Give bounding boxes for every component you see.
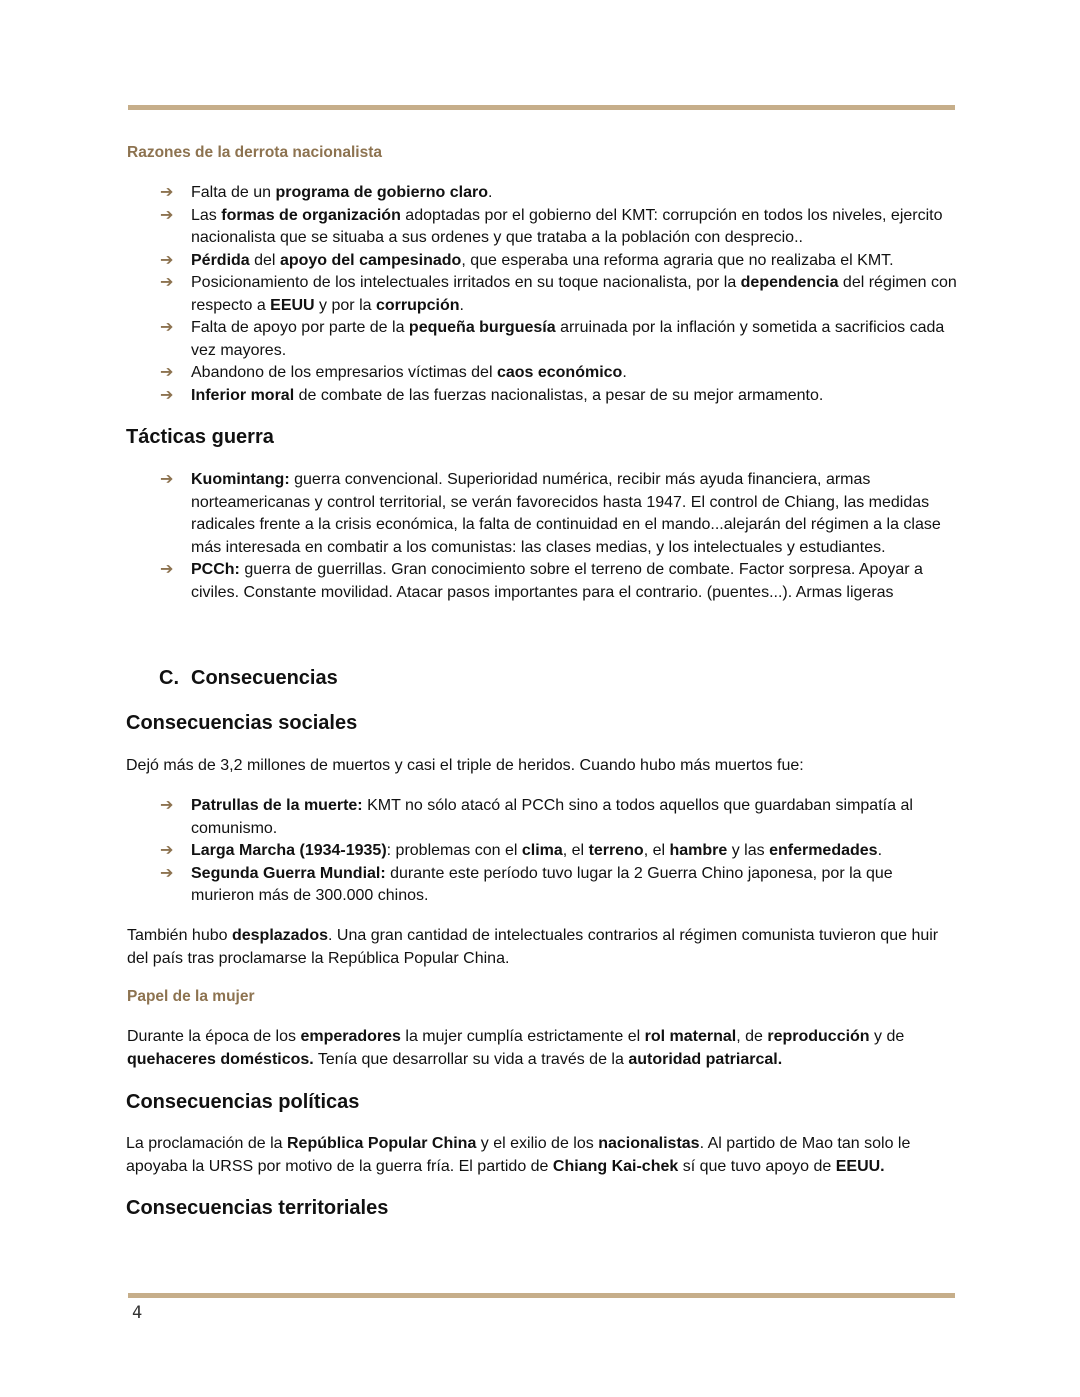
text-run: , que esperaba una reforma agraria que no realizaba el KMT.	[461, 251, 894, 269]
text-run: : problemas con el	[386, 842, 522, 859]
arrow-right-icon: ➔	[160, 797, 174, 814]
bold-text: autoridad patriarcal.	[628, 1050, 783, 1068]
text-run: .	[487, 184, 493, 201]
sociales-list	[158, 795, 958, 908]
text-run: sí que tuvo apoyo de	[678, 1157, 836, 1175]
text-run: La proclamación de la	[126, 1135, 287, 1152]
arrow-right-icon: ➔	[160, 386, 174, 404]
arrow-right-icon: ➔	[160, 864, 174, 882]
text-run: , el	[643, 842, 670, 859]
politicas-paragraph	[126, 1133, 956, 1178]
text-run: Posicionamiento de los intelectuales irritados en su toque nacionalista, por la	[191, 274, 741, 291]
bold-text: EEUU	[270, 296, 315, 314]
bold-text: Pérdida	[191, 251, 250, 269]
bold-text: PCCh:	[191, 561, 240, 578]
list-item	[158, 559, 958, 604]
tacticas-heading: Tácticas guerra	[126, 426, 274, 448]
text-run: , el	[562, 842, 589, 859]
bottom-rule	[128, 1293, 955, 1298]
text-run: arruinada por la inflación y sometida a sacrificios cada vez mayores.	[191, 319, 945, 359]
arrow-right-icon: ➔	[160, 319, 174, 336]
territoriales-heading: Consecuencias territoriales	[126, 1197, 389, 1219]
text-run: y de	[869, 1028, 905, 1045]
bold-text: reproducción	[767, 1028, 870, 1045]
text-run: Las	[191, 206, 222, 224]
top-rule	[128, 105, 955, 110]
bold-text: emperadores	[300, 1028, 401, 1045]
bold-text: terreno	[588, 842, 644, 859]
bold-text: República Popular China	[286, 1135, 477, 1152]
list-item	[158, 317, 958, 362]
bold-text: EEUU.	[835, 1157, 885, 1175]
list-item	[158, 840, 958, 863]
bold-text: hambre	[669, 842, 728, 859]
text-run: y por la	[314, 296, 376, 314]
list-item	[158, 362, 958, 385]
arrow-right-icon: ➔	[160, 842, 174, 859]
mujer-heading: Papel de la mujer	[127, 988, 255, 1005]
bold-text: Inferior moral	[191, 386, 295, 404]
bold-text: formas de organización	[221, 206, 401, 224]
section-c-title: Consecuencias	[191, 667, 338, 689]
razones-list	[158, 182, 958, 407]
list-item	[158, 250, 958, 273]
bold-text: rol maternal	[644, 1028, 737, 1045]
sociales-intro: Dejó más de 3,2 millones de muertos y casi el triple de heridos. Cuando hubo más muertos fue:	[126, 757, 804, 774]
list-item	[158, 469, 958, 559]
bold-text: Segunda Guerra Mundial:	[191, 864, 386, 882]
bold-text: quehaceres domésticos.	[127, 1050, 314, 1068]
bold-text: Larga Marcha (1934-1935)	[191, 842, 387, 859]
bold-text: caos económico	[496, 364, 623, 381]
bold-text: enfermedades	[769, 842, 878, 859]
text-run: .	[622, 364, 627, 381]
bold-text: Patrullas de la muerte:	[191, 797, 363, 814]
mujer-paragraph	[127, 1026, 957, 1071]
text-run: Falta de un	[191, 184, 276, 201]
bold-text: nacionalistas	[598, 1135, 700, 1152]
text-run: guerra de guerrillas. Gran conocimiento sobre el terreno de combate. Factor sorpresa. Apoyar a civiles. Constante movilidad. Atacar pasos importantes para el contrario. (puentes...). Armas ligeras	[191, 561, 923, 601]
arrow-right-icon: ➔	[160, 206, 174, 224]
politicas-heading: Consecuencias políticas	[126, 1091, 360, 1113]
text-run: y el exilio de los	[476, 1135, 599, 1152]
text-run: del	[249, 251, 280, 269]
text-run: Durante la época de los	[127, 1028, 301, 1045]
text-run: Abandono de los empresarios víctimas del	[191, 364, 497, 381]
bold-text: pequeña burguesía	[408, 319, 556, 336]
arrow-right-icon: ➔	[160, 184, 174, 201]
text-run: KMT no sólo atacó al PCCh sino a todos aquellos que guardaban simpatía al comunismo.	[191, 797, 913, 837]
arrow-right-icon: ➔	[160, 274, 174, 291]
bold-text: dependencia	[740, 274, 839, 291]
arrow-right-icon: ➔	[160, 561, 174, 578]
list-item	[158, 272, 958, 317]
list-item	[158, 385, 958, 408]
text-run: guerra convencional. Superioridad numérica, recibir más ayuda financiera, armas norteamericanas y control territorial, se verán favorecidos hasta 1947. El control de Chiang, las medidas radicales frente a la crisis económica, la falta de continuidad en el mando...alejarán del régimen a la clase más interesada en combatir a los comunistas: las clases medias, y los intelectuales y estudiantes.	[191, 471, 941, 556]
arrow-right-icon: ➔	[160, 364, 174, 381]
bold-text: desplazados	[231, 927, 328, 944]
list-item	[158, 795, 958, 840]
text-run: del régimen con respecto a	[191, 274, 957, 314]
bold-text: Kuomintang:	[191, 471, 290, 488]
bold-text: clima	[521, 842, 563, 859]
text-run: También hubo	[127, 927, 232, 944]
text-run: . Una gran cantidad de intelectuales contrarios al régimen comunista tuvieron que huir del país tras proclamarse la República Popular China.	[127, 927, 939, 967]
text-run: adoptadas por el gobierno del KMT: corrupción en todos los niveles, ejercito nacionalista que se situaba a sus ordenes y que trataba a la población con desprecio..	[191, 206, 943, 246]
bold-text: programa de gobierno claro	[275, 184, 488, 201]
bold-text: Chiang Kai-chek	[552, 1157, 679, 1175]
text-run: y las	[727, 842, 770, 859]
bold-text: corrupción	[375, 296, 460, 314]
text-run: durante este período tuvo lugar la 2 Guerra Chino japonesa, por la que murieron más de 300.000 chinos.	[191, 864, 893, 904]
text-run: la mujer cumplía estrictamente el	[400, 1028, 645, 1045]
text-run: Tenía que desarrollar su vida a través de la	[313, 1050, 629, 1068]
text-run: Falta de apoyo por parte de la	[191, 319, 409, 336]
text-run: . Al partido de Mao tan solo le apoyaba la URSS por motivo de la guerra fría. El partido de	[126, 1135, 911, 1175]
sociales-heading: Consecuencias sociales	[126, 712, 358, 734]
razones-heading: Razones de la derrota nacionalista	[127, 144, 382, 161]
section-c-letter: C.	[159, 667, 179, 689]
list-item	[158, 182, 958, 205]
bold-text: apoyo del campesinado	[279, 251, 462, 269]
page-number: 4	[132, 1303, 143, 1323]
desplazados-paragraph	[127, 925, 957, 970]
list-item	[158, 863, 958, 908]
arrow-right-icon: ➔	[160, 251, 174, 269]
text-run: , de	[736, 1028, 768, 1045]
text-run: .	[459, 296, 464, 314]
text-run: .	[877, 842, 883, 859]
arrow-right-icon: ➔	[160, 471, 174, 488]
section-c-heading	[159, 667, 338, 690]
list-item	[158, 205, 958, 250]
tacticas-list	[158, 469, 958, 604]
text-run: de combate de las fuerzas nacionalistas, a pesar de su mejor armamento.	[294, 386, 824, 404]
